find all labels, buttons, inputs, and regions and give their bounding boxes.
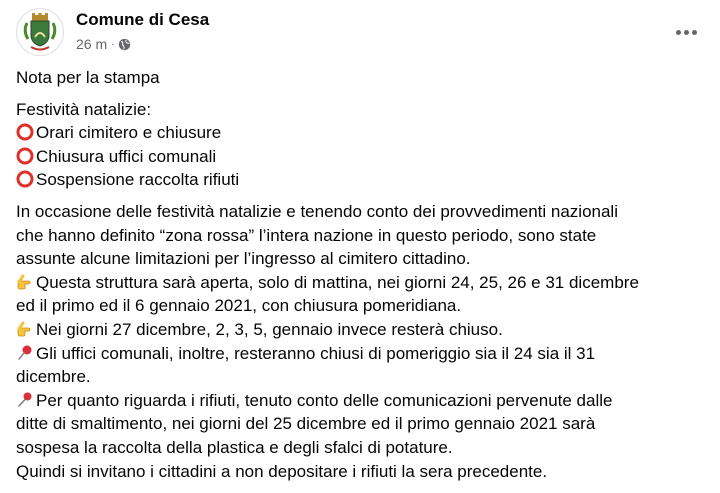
post-meta bbox=[76, 36, 131, 52]
topic-item: Chiusura uffici comunali bbox=[16, 145, 706, 169]
text-line: sospesa la raccolta della plastica e degli sfalci di potature. bbox=[16, 437, 453, 457]
post-heading: Nota per la stampa bbox=[16, 68, 160, 87]
topic-item: Sospensione raccolta rifiuti bbox=[16, 168, 706, 192]
pointing-hand-icon bbox=[16, 273, 34, 291]
globe-icon bbox=[118, 38, 131, 51]
section-title: Festività natalizie: bbox=[16, 99, 152, 119]
coat-of-arms-icon bbox=[17, 9, 63, 55]
text-line: ed il primo ed il 6 gennaio 2021, con chiusura pomeridiana. bbox=[16, 296, 462, 316]
meta-separator: · bbox=[111, 38, 115, 50]
text-line: Quindi si invitano i cittadini a non depositare i rifiuti la sera precedente. bbox=[16, 461, 548, 481]
page-avatar[interactable] bbox=[16, 8, 64, 56]
round-pushpin-icon bbox=[16, 391, 34, 409]
pushpin-icon bbox=[16, 344, 34, 362]
text-line: che hanno definito “zona rossa” l’intera nazione in questo periodo, sono state bbox=[16, 225, 597, 245]
text-line: In occasione delle festività natalizie e tenendo conto dei provvedimenti nazionali bbox=[16, 201, 618, 221]
topic-item: Orari cimitero e chiusure bbox=[16, 121, 706, 145]
post-time[interactable]: 26 m bbox=[76, 36, 108, 52]
text-line: assunte alcune limitazioni per l’ingresso al cimitero cittadino. bbox=[16, 249, 471, 269]
more-options-icon[interactable] bbox=[668, 14, 704, 50]
post-header bbox=[16, 8, 704, 60]
text-line: Nei giorni 27 dicembre, 2, 3, 5, gennaio invece resterà chiuso. bbox=[16, 318, 706, 342]
topics-block bbox=[16, 98, 706, 192]
text-line: ditte di smaltimento, nei giorni del 25 dicembre ed il primo gennaio 2021 sarà bbox=[16, 414, 596, 434]
pointing-hand-icon bbox=[16, 320, 34, 338]
text-line: Per quanto riguarda i rifiuti, tenuto conto delle comunicazioni pervenute dalle bbox=[16, 389, 706, 413]
red-circle-icon bbox=[16, 123, 34, 141]
text-line: Questa struttura sarà aperta, solo di mattina, nei giorni 24, 25, 26 e 31 dicembre bbox=[16, 271, 706, 295]
red-circle-icon bbox=[16, 170, 34, 188]
post-body bbox=[16, 66, 706, 491]
page-name[interactable]: Comune di Cesa bbox=[76, 10, 210, 29]
text-line: Gli uffici comunali, inoltre, resteranno chiusi di pomeriggio sia il 24 sia il 31 bbox=[16, 342, 706, 366]
main-text bbox=[16, 200, 706, 483]
red-circle-icon bbox=[16, 147, 34, 165]
text-line: dicembre. bbox=[16, 367, 91, 387]
